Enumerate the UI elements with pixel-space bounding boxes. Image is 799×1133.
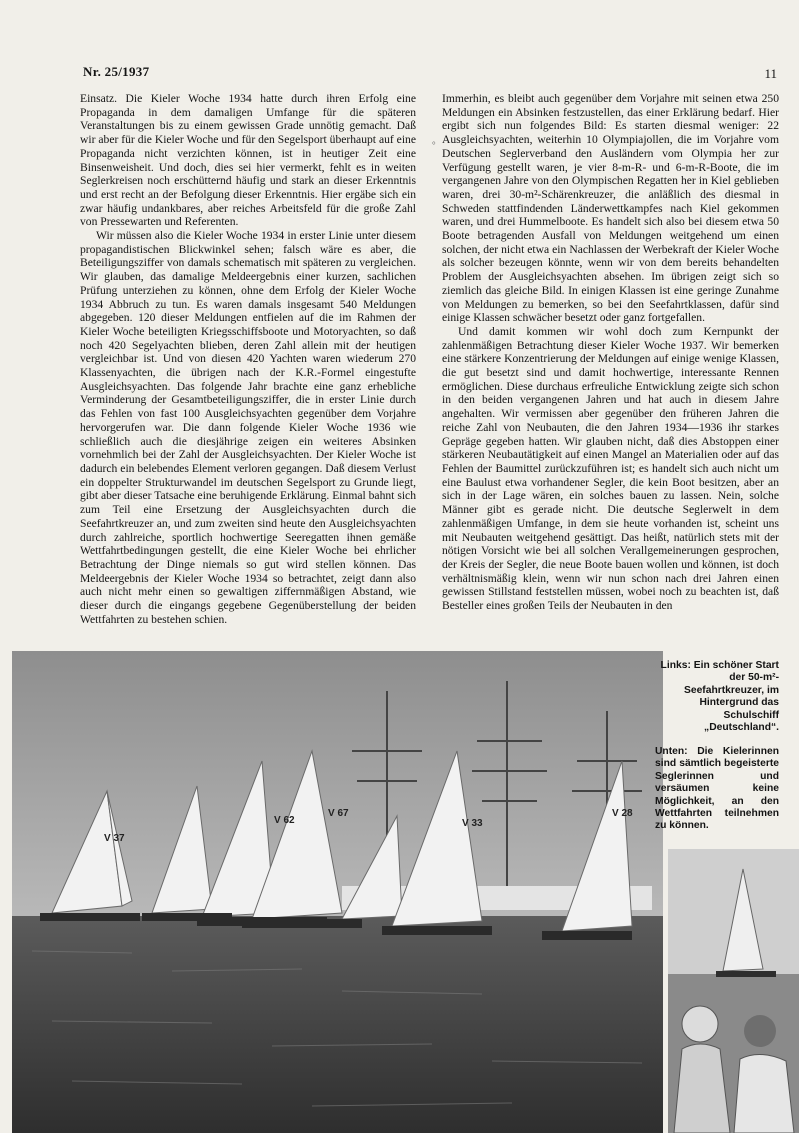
article-column-right [442,92,779,640]
sail-number: V 33 [462,818,483,829]
spectators-image [668,849,799,1133]
paragraph: Und damit kommen wir wohl doch zum Kernpunkt der zahlenmäßigen Betrachtung dieser Kieler Woche 1937. Wir bemerken eine stärkere Konzentrierung der Meldungen auf einige wenige Klassen, die gut besetzt sind und damit hochwertige, interessante Rennen ermöglichen. Diese durchaus erfreuliche Entwicklung zeigte sich schon in den beiden vergangenen Jahren und hat auch in diesem Jahre angehalten. Wir vermissen aber gegenüber den früheren Jahren die reiche Zahl von Neubauten, die den Jahren 1934—1936 ihr starkes Gepräge gegeben hatten. Wir glauben nicht, daß dies Abstoppen einer stärkeren Neubautätigkeit auf einen Mangel an Materialien oder auf das Fehlen der Baumittel zurückzuführen ist; es handelt sich auch nicht um eine Baulust etwa vorhandener Segler, die kein Boot besitzen, aber an sich in der Lage wären, ein solches bauen zu lassen. Nein, solche Männer gibt es gerade nicht. Die deutsche Seglerwelt in dem zahlenmäßigen Umfange, in dem sie heute vorhanden ist, scheint uns mit Neubauten weitgehend gesättigt. Das heißt, natürlich stets mit der nötigen Vorsicht wie bei all solchen Verallgemeinerungen gesprochen, der Kreis der Segler, die neue Boote bauen wollen und können, ist doch verhältnismäßig klein, wenn wir nun schon nach drei Jahren einen gewissen Stillstand feststellen müssen, wobei noch zu beachten ist, daß Besteller eines großen Teils der Neubauten in den [442,324,779,613]
regatta-start-photo [12,651,663,1133]
caption-bottom: Unten: Die Kielerinnen sind sämtlich begeisterte Seglerinnen und versäumen keine Möglichkeit, an den Wettfahrten teilnehmen zu können. [655,746,779,832]
regatta-start-image [12,651,663,1133]
paragraph: Wir müssen also die Kieler Woche 1934 in erster Linie unter diesem propagandistischen Blickwinkel sehen; falsch wäre es aber, die Beteiligungsziffer von damals schematisch mit späteren zu vergleichen. Wir glauben, das damalige Meldeergebnis einer kurzen, sachlichen Prüfung unterziehen zu können, ohne dem Erfolg der Kieler Woche 1934 Abbruch zu tun. Es waren damals insgesamt 540 Meldungen abgegeben. 120 dieser Meldungen entfielen auf die im Rahmen der Kieler Woche beteiligten Kriegsschiffsboote und Motoryachten, so daß noch 420 Segelyachten blieben, deren Zahl allein mit der heutigen vergleichbar ist. Und von diesen 420 Yachten waren wiederum 270 Klassenyachten, die übrigen nach der K.R.-Formel eingestufte Ausgleichsyachten. Das folgende Jahr brachte eine ganz erhebliche Verminderung der Gesamtbeteiligungsziffer, die in erster Linie durch das Fehlen von fast 100 Ausgleichsyachten gegenüber dem Vorjahre hervorgerufen war. Die dann folgende Kieler Woche 1936 wie schließlich auch die diesjährige zeigen ein weiteres Absinken vornehmlich bei der Zahl der Ausgleichsyachten. Der Kieler Woche ist dadurch ein belebendes Element verloren gegangen. Daß diesem Verlust ein doppelter Strukturwandel im deutschen Segelsport zu Grunde liegt, gibt aber dieser Tatsache eine beruhigende Erklärung. Einmal bahnt sich zum Teil eine Ersetzung der Ausgleichsyachten durch die Seefahrtkreuzer an, und zum zweiten sind heute den Ausgleichsyachten durch zahlreiche, sportlich hochwertige Seeregatten ihnen gemäße Wettfahrtbedingungen gestellt, die eine Kieler Woche bei ehrlicher Betrachtung der Dinge niemals so gut wird stellen können. Das Meldeergebnis der Kieler Woche 1934 so betrachtet, zeigt dann also auch nicht mehr einen so gewaltigen ziffernmäßigen Abstand, wie dieser durch die eingangs gegebene Gegenüberstellung der beiden Wettfahrten zu bestehen schien. [80,229,416,626]
article-column-left [80,92,416,640]
page-header [0,62,799,84]
page-number: 11 [764,66,777,81]
sail-number: V 28 [612,808,633,819]
issue-number: Nr. 25/1937 [83,64,150,79]
paragraph: Einsatz. Die Kieler Woche 1934 hatte durch ihren Erfolg eine Propaganda in dem damaligen Umfange für die späteren Veranstaltungen bis zu einem gewissen Grade unnötig gemacht. Daß wir aber für die Kieler Woche und für den Segelsport überhaupt auf eine Propaganda nicht verzichten können, ist in heutiger Zeit eine Binsenweisheit. Und doch, dies sei hier vermerkt, fehlt es in weiten Seglerkreisen noch erschütternd häufig und stark an dieser Erkenntnis und erst recht an der Befolgung dieser Erkenntnis. Hier ergäbe sich ein zwar häufig undankbares, aber reiches Arbeitsfeld für die große Zahl von Pressewarten und Referenten. [80,92,416,229]
caption-top: Links: Ein schöner Start der 50-m²-Seefahrtkreuzer, im Hintergrund das Schulschiff „Deutschland“. [660,660,779,734]
sail-number: V 67 [328,808,349,819]
sail-number: V 37 [104,833,125,844]
paragraph: Immerhin, es bleibt auch gegenüber dem Vorjahre mit seinen etwa 250 Meldungen ein Absinken festzustellen, das einer Erklärung bedarf. Hier ergibt sich nun folgendes Bild: Es starten diesmal weniger: 22 Ausgleichsyachten, weiterhin 10 Olympiajollen, die im Vorjahre vom Deutschen Seglerverband den Ausländern vom Olympia her zur Verfügung gestellt waren, je vier 8-m-R- und 6-m-R-Boote, die im vergangenen Jahre von den Olympischen Regatten her in Kiel geblieben waren, drei 30-m²-Schärenkreuzer, die anläßlich des diesmal in Schweden stattfindenden Länderwettkampfes nach Kiel gekommen waren, und drei Hummelboote. Es handelt sich also bei diesem etwa 50 Boote betragenden Ausfall von Meldungen weitgehend um einen solchen, der nicht etwa ein Nachlassen der Werbekraft der Kieler Woche als solcher bezeugen könnte, wenn wir von dem bereits behandelten Problem der Ausgleichsyachten absehen. Im übrigen zeigt sich so ziemlich das gleiche Bild. In einigen Klassen ist eine geringe Zunahme von Meldungen zu bemerken, so bei den Seefahrtklassen, dafür sind einige Klassen schwächer besetzt oder ganz fortgefallen. [442,92,779,325]
margin-mark: ° [432,140,436,150]
spectators-photo [668,849,799,1133]
sail-number: V 62 [274,815,295,826]
